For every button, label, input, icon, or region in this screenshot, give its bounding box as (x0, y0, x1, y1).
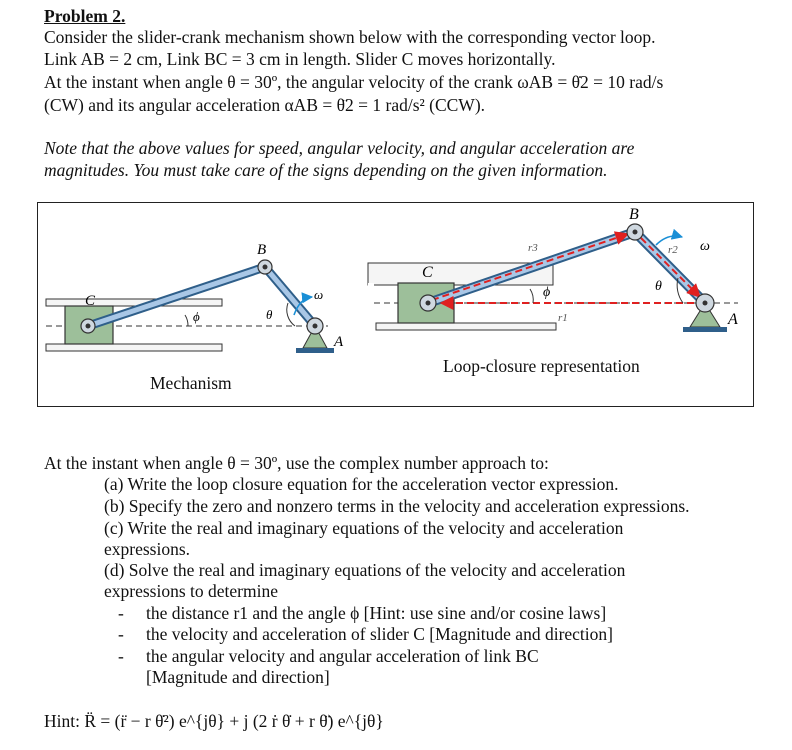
intro-line-3: At the instant when angle θ = 30º, the angular velocity of the crank ωAB = θ̇2 = 10 rad/s (44, 72, 664, 92)
tasks-lead: At the instant when angle θ = 30º, use the complex number approach to: (44, 453, 549, 473)
task-b: (b) Specify the zero and nonzero terms in the velocity and acceleration expressions. (104, 496, 690, 516)
intro-line-2: Link AB = 2 cm, Link BC = 3 cm in length. Slider C moves horizontally. (44, 49, 556, 69)
mechanism-diagram (46, 242, 344, 353)
loop-label-omega: ω (700, 239, 710, 254)
loop-label-theta: θ (655, 279, 662, 294)
loop-label-phi: ϕ (543, 285, 551, 300)
intro-line-4: (CW) and its angular acceleration αAB = θ̈2 = 1 rad/s² (CCW). (44, 95, 486, 115)
note-line-2: magnitudes. You must take care of the signs depending on the given information. (44, 160, 608, 180)
label-r2: r2 (668, 244, 678, 256)
figure-svg (38, 203, 755, 408)
bullet-1 (118, 603, 606, 624)
caption-loop-closure: Loop-closure representation (443, 356, 640, 376)
label-theta: θ (266, 307, 273, 322)
task-d-line-1: (d) Solve the real and imaginary equations of the velocity and acceleration (104, 560, 626, 580)
label-c: C (85, 293, 96, 309)
loop-label-b: B (629, 206, 639, 223)
caption-mechanism: Mechanism (150, 373, 232, 393)
bullet-dash: - (118, 603, 124, 623)
task-c-line-1: (c) Write the real and imaginary equations of the velocity and acceleration (104, 518, 624, 538)
bullet-3 (118, 646, 539, 667)
label-omega: ω (314, 287, 324, 302)
mechanism-figure (37, 202, 754, 407)
loop-label-c: C (422, 264, 433, 281)
bullet-3-continuation: [Magnitude and direction] (146, 667, 330, 687)
problem-title: Problem 2. (44, 6, 126, 26)
bullet-1-text: the distance r1 and the angle ϕ [Hint: use sine and/or cosine laws] (146, 603, 607, 623)
bullet-dash: - (118, 624, 124, 644)
task-c-line-2: expressions. (104, 539, 191, 559)
label-r1: r1 (558, 312, 568, 324)
task-d-line-2: expressions to determine (104, 581, 278, 601)
hint-equation: Hint: R̈ = (r̈ − r θ̇²) e^{jθ} + j (2 ṙ θ̇ + r θ̈) e^{jθ} (44, 711, 384, 731)
note-line-1: Note that the above values for speed, angular velocity, and angular acceleration are (44, 138, 635, 158)
bullet-dash: - (118, 646, 124, 666)
loop-label-a: A (728, 311, 738, 328)
label-b: B (257, 242, 267, 258)
bullet-3-text: the angular velocity and angular acceleration of link BC (146, 646, 539, 666)
loop-closure-diagram (368, 206, 738, 333)
label-r3: r3 (528, 242, 538, 254)
bullet-2 (118, 624, 613, 645)
label-phi: ϕ (193, 309, 200, 324)
intro-line-1: Consider the slider-crank mechanism shown below with the corresponding vector loop. (44, 27, 656, 47)
label-a: A (334, 334, 344, 350)
task-a: (a) Write the loop closure equation for the acceleration vector expression. (104, 474, 619, 494)
bullet-2-text: the velocity and acceleration of slider C [Magnitude and direction] (146, 624, 613, 644)
